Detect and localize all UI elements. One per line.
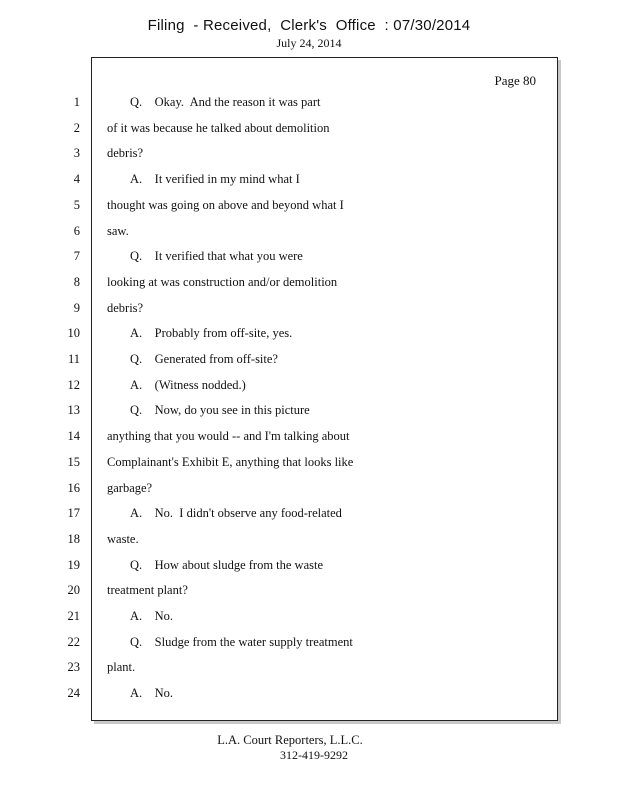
line-number: 13 xyxy=(67,403,80,418)
transcript-line xyxy=(0,429,560,451)
transcript-line xyxy=(0,558,560,580)
line-number: 19 xyxy=(67,557,80,572)
line-text: waste. xyxy=(107,531,139,546)
line-text: Complainant's Exhibit E, anything that looks like xyxy=(107,454,354,469)
line-number: 17 xyxy=(67,506,80,521)
transcript-line xyxy=(0,224,560,246)
line-text: Q. It verified that what you were xyxy=(130,249,303,264)
line-text: debris? xyxy=(107,146,144,161)
line-text: plant. xyxy=(107,660,136,675)
line-text: A. No. I didn't observe any food-related xyxy=(130,506,342,521)
line-text: A. Probably from off-site, yes. xyxy=(130,326,293,341)
line-number: 15 xyxy=(67,454,80,469)
line-text: looking at was construction and/or demolition xyxy=(107,274,338,289)
transcript-date: July 24, 2014 xyxy=(276,36,342,50)
line-text: debris? xyxy=(107,300,144,315)
transcript-line xyxy=(0,609,560,631)
transcript-line xyxy=(0,172,560,194)
transcript-line xyxy=(0,146,560,168)
line-number: 16 xyxy=(67,480,80,495)
line-text: A. No. xyxy=(130,609,174,623)
transcript-line xyxy=(0,301,560,323)
transcript-line xyxy=(0,352,560,374)
line-number: 14 xyxy=(67,429,80,444)
transcript-line xyxy=(0,378,560,400)
line-number: 2 xyxy=(73,120,80,135)
transcript-line xyxy=(0,455,560,477)
line-number: 8 xyxy=(73,274,80,289)
line-text: A. (Witness nodded.) xyxy=(130,377,246,392)
page-number: Page 80 xyxy=(494,73,536,88)
line-text: A. No. xyxy=(130,686,174,701)
transcript-line xyxy=(0,532,560,554)
line-number: 20 xyxy=(67,583,80,598)
transcript-line xyxy=(0,506,560,528)
transcript-line xyxy=(0,403,560,425)
line-number: 22 xyxy=(67,634,80,649)
line-number: 10 xyxy=(67,326,80,341)
line-text: treatment plant? xyxy=(107,583,188,598)
transcript-line xyxy=(0,198,560,220)
line-text: Q. Now, do you see in this picture xyxy=(130,403,310,418)
line-number: 3 xyxy=(73,146,80,161)
transcript-line xyxy=(0,121,560,143)
transcript-line xyxy=(0,660,560,682)
transcript-line xyxy=(0,686,560,708)
line-number: 24 xyxy=(67,686,80,701)
transcript-line xyxy=(0,481,560,503)
line-text: anything that you would -- and I'm talking about xyxy=(107,429,350,444)
filing-stamp: Filing - Received, Clerk's Office : 07/30/2014 xyxy=(147,17,471,34)
line-text: Q. Okay. And the reason it was part xyxy=(130,95,321,109)
line-number: 6 xyxy=(73,223,80,238)
line-text: A. It verified in my mind what I xyxy=(130,172,300,187)
transcript-line xyxy=(0,635,560,657)
line-text: saw. xyxy=(107,223,129,238)
line-text: thought was going on above and beyond what I xyxy=(107,197,344,212)
transcript-line xyxy=(0,583,560,605)
line-number: 4 xyxy=(73,172,80,187)
transcript-line xyxy=(0,249,560,271)
line-text: garbage? xyxy=(107,480,153,495)
line-number: 18 xyxy=(67,531,80,546)
line-text: Q. Generated from off-site? xyxy=(130,352,278,366)
line-text: of it was because he talked about demolition xyxy=(107,120,330,135)
line-number: 12 xyxy=(67,377,80,392)
line-number: 23 xyxy=(67,660,80,675)
line-number: 21 xyxy=(67,609,80,623)
transcript-line xyxy=(0,95,560,117)
transcript-line xyxy=(0,275,560,297)
line-text: Q. Sludge from the water supply treatment xyxy=(130,634,353,649)
footer-company: L.A. Court Reporters, L.L.C. xyxy=(217,733,363,747)
footer-phone: 312-419-9292 xyxy=(280,748,348,762)
line-number: 7 xyxy=(73,249,80,264)
line-number: 11 xyxy=(67,352,80,366)
line-text: Q. How about sludge from the waste xyxy=(130,557,324,572)
line-number: 1 xyxy=(73,95,80,109)
line-number: 5 xyxy=(73,197,80,212)
line-number: 9 xyxy=(73,300,80,315)
transcript-line xyxy=(0,326,560,348)
